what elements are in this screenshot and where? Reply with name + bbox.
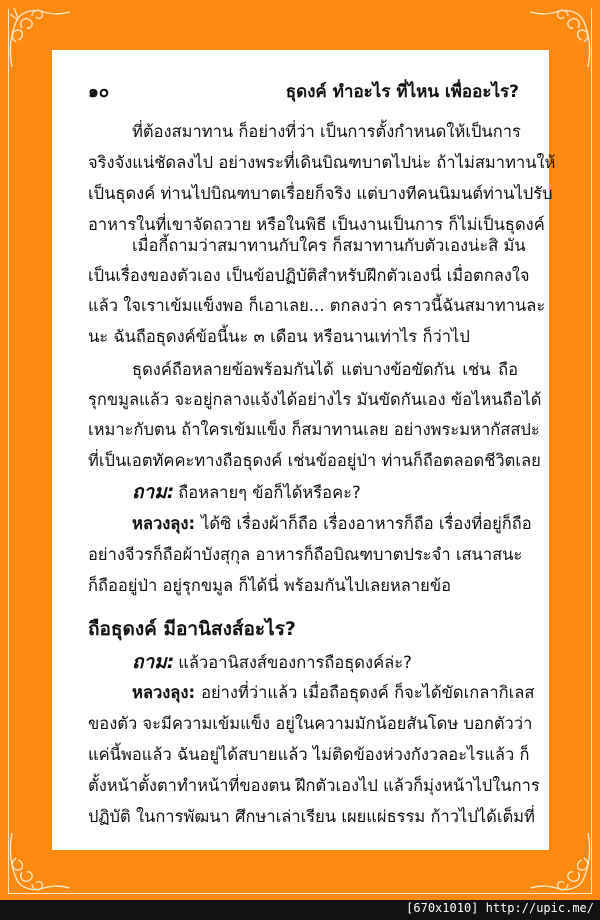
text-line: เมื่อกี้ถามว่าสมาทานกับใคร ก็สมาทานกับตัวเองน่ะสิ มัน [132, 236, 526, 255]
question-line [132, 480, 518, 505]
question-text: แล้วอานิสงส์ของการถือธุดงค์ล่ะ? [178, 653, 412, 672]
text-line: เป็นเรื่องของตัวเอง เป็นข้อปฏิบัติสำหรับฝึกตัวเองนี่ เมื่อตกลงใจ [88, 266, 530, 285]
answer-text: อย่างที่ว่าแล้ว เมื่อถือธุดงค์ ก็จะได้ขัดเกลากิเลส [201, 683, 535, 702]
running-title: ธุดงค์ ทำอะไร ที่ไหน เพื่ออะไร? [285, 82, 519, 102]
text-line: ก็ถืออยู่ป่า อยู่รุกขมูล ก็ได้นี่ พร้อมกันไปเลยหลายข้อ [88, 576, 452, 595]
answer-label: หลวงลุง: [132, 514, 196, 533]
text-line: ธุดงค์ถือหลายข้อพร้อมกันได้ แต่บางข้อขัดกัน เช่น ถือ [132, 360, 518, 379]
text-line: ของตัว จะมีความเข้มแข็ง อยู่ในความมักน้อยสันโดษ บอกตัวว่า [88, 714, 533, 733]
question-line [132, 650, 518, 675]
text-line: อย่างจีวรก็ถือผ้าบังสุกุล อาหารก็ถือบิณฑบาตประจำ เสนาสนะ [88, 545, 523, 564]
text-line: รุกขมูลแล้ว จะอยู่กลางแจ้งได้อย่างไร มันขัดกันเอง ข้อไหนถือได้ [88, 390, 542, 409]
answer-line [132, 681, 535, 705]
book-page [52, 50, 556, 850]
text-line: ตั้งหน้าตั้งตาทำหน้าที่ของตน ฝึกตัวเองไป แล้วก็มุ่งหน้าไปในการ [88, 776, 540, 795]
answer-line [132, 512, 532, 536]
text-line: แล้ว ใจเราเข้มแข็งพอ ก็เอาเลย... ตกลงว่า คราวนี้ฉันสมาทานละ [88, 296, 546, 315]
watermark-text: [670x1010] http://upic.me/ [406, 901, 594, 915]
question-label: ถาม: [132, 651, 175, 673]
text-line: เป็นธุดงค์ ท่านไปบิณฑบาตเรื่อยก็จริง แต่บางทีคนนิมนต์ท่านไปรับ [88, 184, 553, 203]
page-number: ๑๐ [88, 82, 110, 102]
section-heading: ถือธุดงค์ มีอานิสงส์อะไร? [88, 618, 296, 640]
text-line: ปฏิบัติ ในการพัฒนา ศึกษาเล่าเรียน เผยแผ่ธรรม ก้าวไปได้เต็มที่ [88, 807, 535, 826]
text-line: จริงจังแน่ชัดลงไป อย่างพระที่เดินบิณฑบาตไปน่ะ ถ้าไม่สมาทานให้ [88, 153, 556, 172]
answer-label: หลวงลุง: [132, 683, 196, 702]
answer-text: ได้ซิ เรื่องผ้าก็ถือ เรื่องอาหารก็ถือ เรื่องที่อยู่ก็ถือ [201, 514, 532, 533]
text-line: อาหารในที่เขาจัดถวาย หรือในพิธี เป็นงานเป็นการ ก็ไม่เป็นธุดงค์ [88, 215, 545, 234]
question-label: ถาม: [132, 481, 175, 503]
text-line: ที่ต้องสมาทาน ก็อย่างที่ว่า เป็นการตั้งกำหนดให้เป็นการ [132, 122, 521, 141]
text-line: เหมาะกับตน ถ้าใครเข้มแข็ง ก็สมาทานเลย อย่างพระมหากัสสปะ [88, 420, 540, 439]
question-text: ถือหลายๆ ข้อก็ได้หรือคะ? [178, 483, 361, 502]
text-line: แค่นี้พอแล้ว ฉันอยู่ได้สบายแล้ว ไม่ติดข้องห่วงกังวลอะไรแล้ว ก็ [88, 745, 530, 764]
watermark-bar [0, 900, 600, 920]
text-line: นะ ฉันถือธุดงค์ข้อนี้นะ ๓ เดือน หรือนานเท่าไร ก็ว่าไป [88, 327, 470, 346]
text-line: ที่เป็นเอตทัคคะทางถือธุดงค์ เช่นข้ออยู่ป่า ท่านก็ถือตลอดชีวิตเลย [88, 451, 541, 470]
